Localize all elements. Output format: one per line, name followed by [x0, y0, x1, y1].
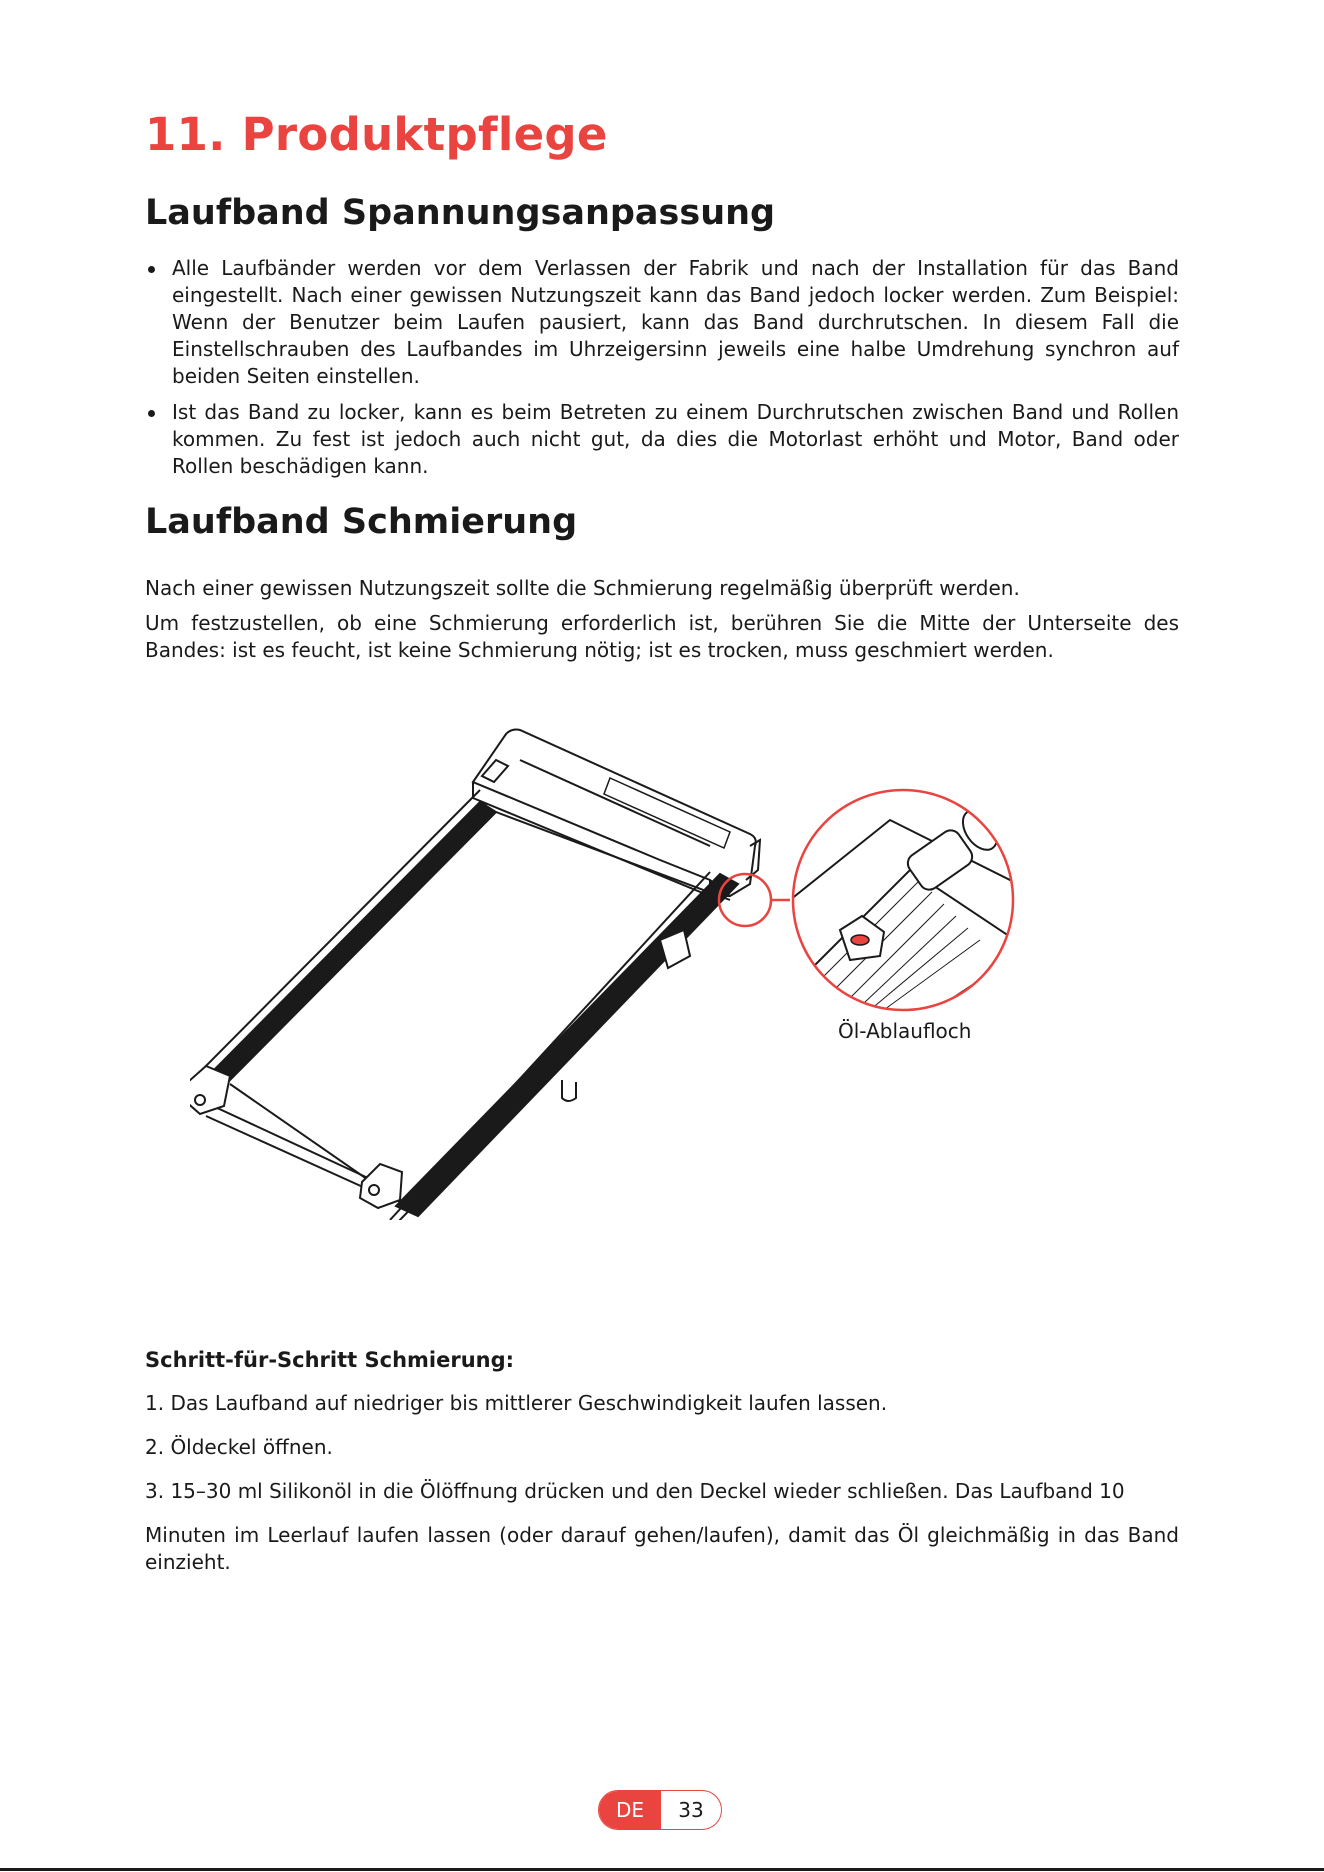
zoom-detail — [790, 790, 1030, 1020]
list-item: Minuten im Leerlauf laufen lassen (oder darauf gehen/laufen), damit das Öl gleichmäßig in das Band einzieht. — [145, 1523, 1179, 1574]
treadmill-illustration — [190, 720, 1030, 1220]
list-item: Alle Laufbänder werden vor dem Verlassen der Fabrik und nach der Installation für das Band eingestellt. Nach einer gewissen Nutzungszeit kann das Band jedoch locker werden. Zum Beispiel: Wenn der Benutzer beim Laufen pausiert, kann das Band durchrutschen. In diesem Fall die Einstellschrauben des Laufbandes im Uhrzeigersinn jeweils eine halbe Umdrehung synchron auf beiden Seiten einstellen. — [145, 255, 1179, 390]
page-number-badge — [598, 1790, 722, 1830]
lubrication-steps — [145, 1348, 1179, 1593]
language-tag: DE — [599, 1791, 661, 1829]
section-heading-tension: Laufband Spannungsanpassung — [145, 193, 776, 233]
section-heading-lubrication: Laufband Schmierung — [145, 502, 578, 542]
motor-cover-drawing — [473, 730, 760, 897]
lubrication-text — [145, 575, 1179, 672]
list-item: 2. Öldeckel öffnen. — [145, 1435, 333, 1459]
paragraph: Nach einer gewissen Nutzungszeit sollte die Schmierung regelmäßig überprüft werden. — [145, 576, 1020, 600]
tension-bullet-list — [145, 255, 1179, 489]
bottom-rule — [0, 1868, 1324, 1871]
paragraph: Um festzustellen, ob eine Schmierung erforderlich ist, berühren Sie die Mitte der Unterseite des Bandes: ist es feucht, ist keine Schmierung nötig; ist es trocken, muss geschmiert werden. — [145, 611, 1179, 662]
list-item: 1. Das Laufband auf niedriger bis mittlerer Geschwindigkeit laufen lassen. — [145, 1391, 888, 1415]
steps-heading: Schritt-für-Schritt Schmierung: — [145, 1348, 515, 1372]
page-number: 33 — [678, 1798, 704, 1822]
oil-drain-hole-label: Öl-Ablaufloch — [838, 1019, 972, 1043]
page-title: 11. Produktpflege — [145, 108, 608, 161]
list-item: Ist das Band zu locker, kann es beim Betreten zu einem Durchrutschen zwischen Band und Rollen kommen. Zu fest ist jedoch auch nicht gut, da dies die Motorlast erhöht und Motor, Band oder Rollen beschädigen kann. — [145, 399, 1179, 480]
list-item: 3. 15–30 ml Silikonöl in die Ölöffnung drücken und den Deckel wieder schließen. Das Laufband 10 — [145, 1479, 1125, 1503]
